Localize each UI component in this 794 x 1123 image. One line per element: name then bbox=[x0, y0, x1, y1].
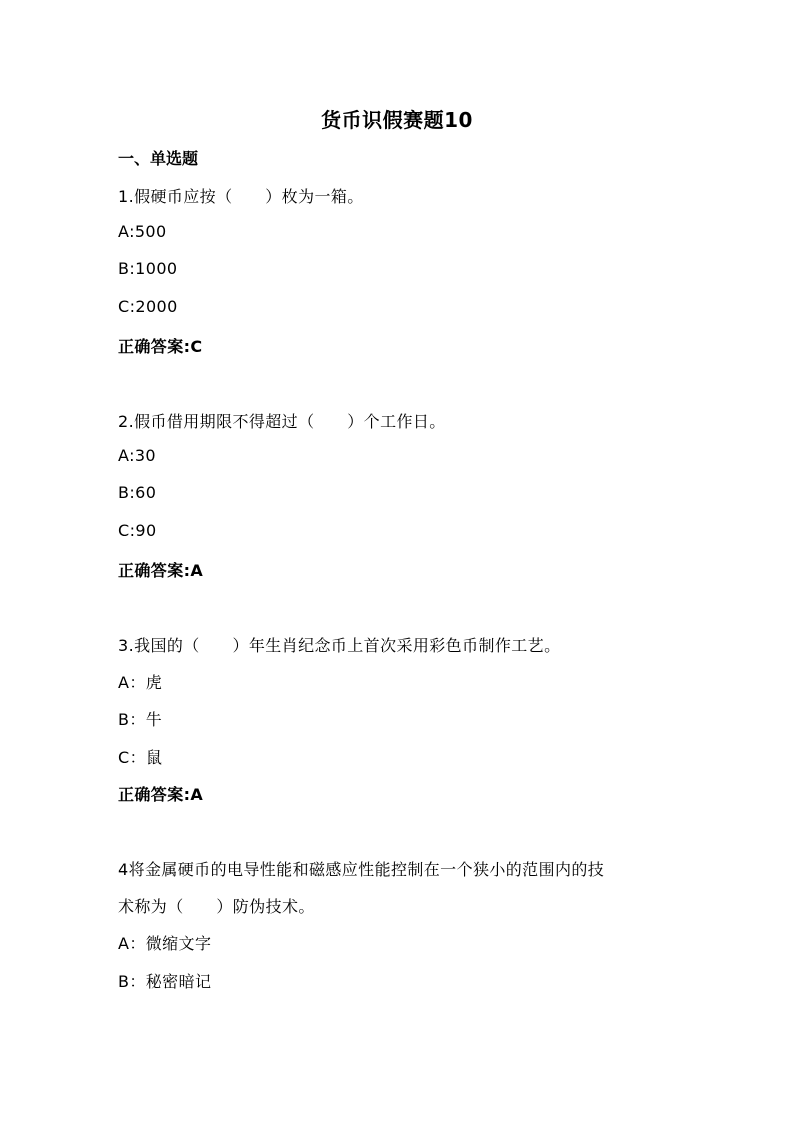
question-3-stem: 3.我国的（ ）年生肖纪念币上首次采用彩色币制作工艺。 bbox=[118, 636, 561, 655]
question-4-stem-line-1: 4将金属硬币的电导性能和磁感应性能控制在一个狭小的范围内的技 bbox=[118, 860, 605, 879]
question-1-option-b: B:1000 bbox=[118, 259, 178, 278]
question-1-stem: 1.假硬币应按（ ）枚为一箱。 bbox=[118, 187, 364, 206]
question-1-answer: 正确答案:C bbox=[118, 337, 203, 356]
question-4-option-a: A：微缩文字 bbox=[118, 934, 212, 953]
question-1-option-a: A:500 bbox=[118, 222, 167, 241]
question-4-stem-line-2: 术称为（ ）防伪技术。 bbox=[118, 897, 315, 916]
question-3-answer: 正确答案:A bbox=[118, 785, 204, 804]
question-2-option-b: B:60 bbox=[118, 483, 157, 502]
question-3-option-b: B：牛 bbox=[118, 710, 163, 729]
question-2-answer: 正确答案:A bbox=[118, 561, 204, 580]
question-2-option-c: C:90 bbox=[118, 521, 157, 540]
question-4-option-b: B：秘密暗记 bbox=[118, 972, 212, 991]
question-3-option-a: A：虎 bbox=[118, 673, 163, 692]
question-3-option-c: C：鼠 bbox=[118, 748, 163, 767]
question-2-stem: 2.假币借用期限不得超过（ ）个工作日。 bbox=[118, 412, 446, 431]
question-2-option-a: A:30 bbox=[118, 446, 157, 465]
question-1-option-c: C:2000 bbox=[118, 297, 178, 316]
section-heading: 一、单选题 bbox=[118, 149, 199, 168]
document-title: 货币识假赛题10 bbox=[321, 108, 473, 132]
